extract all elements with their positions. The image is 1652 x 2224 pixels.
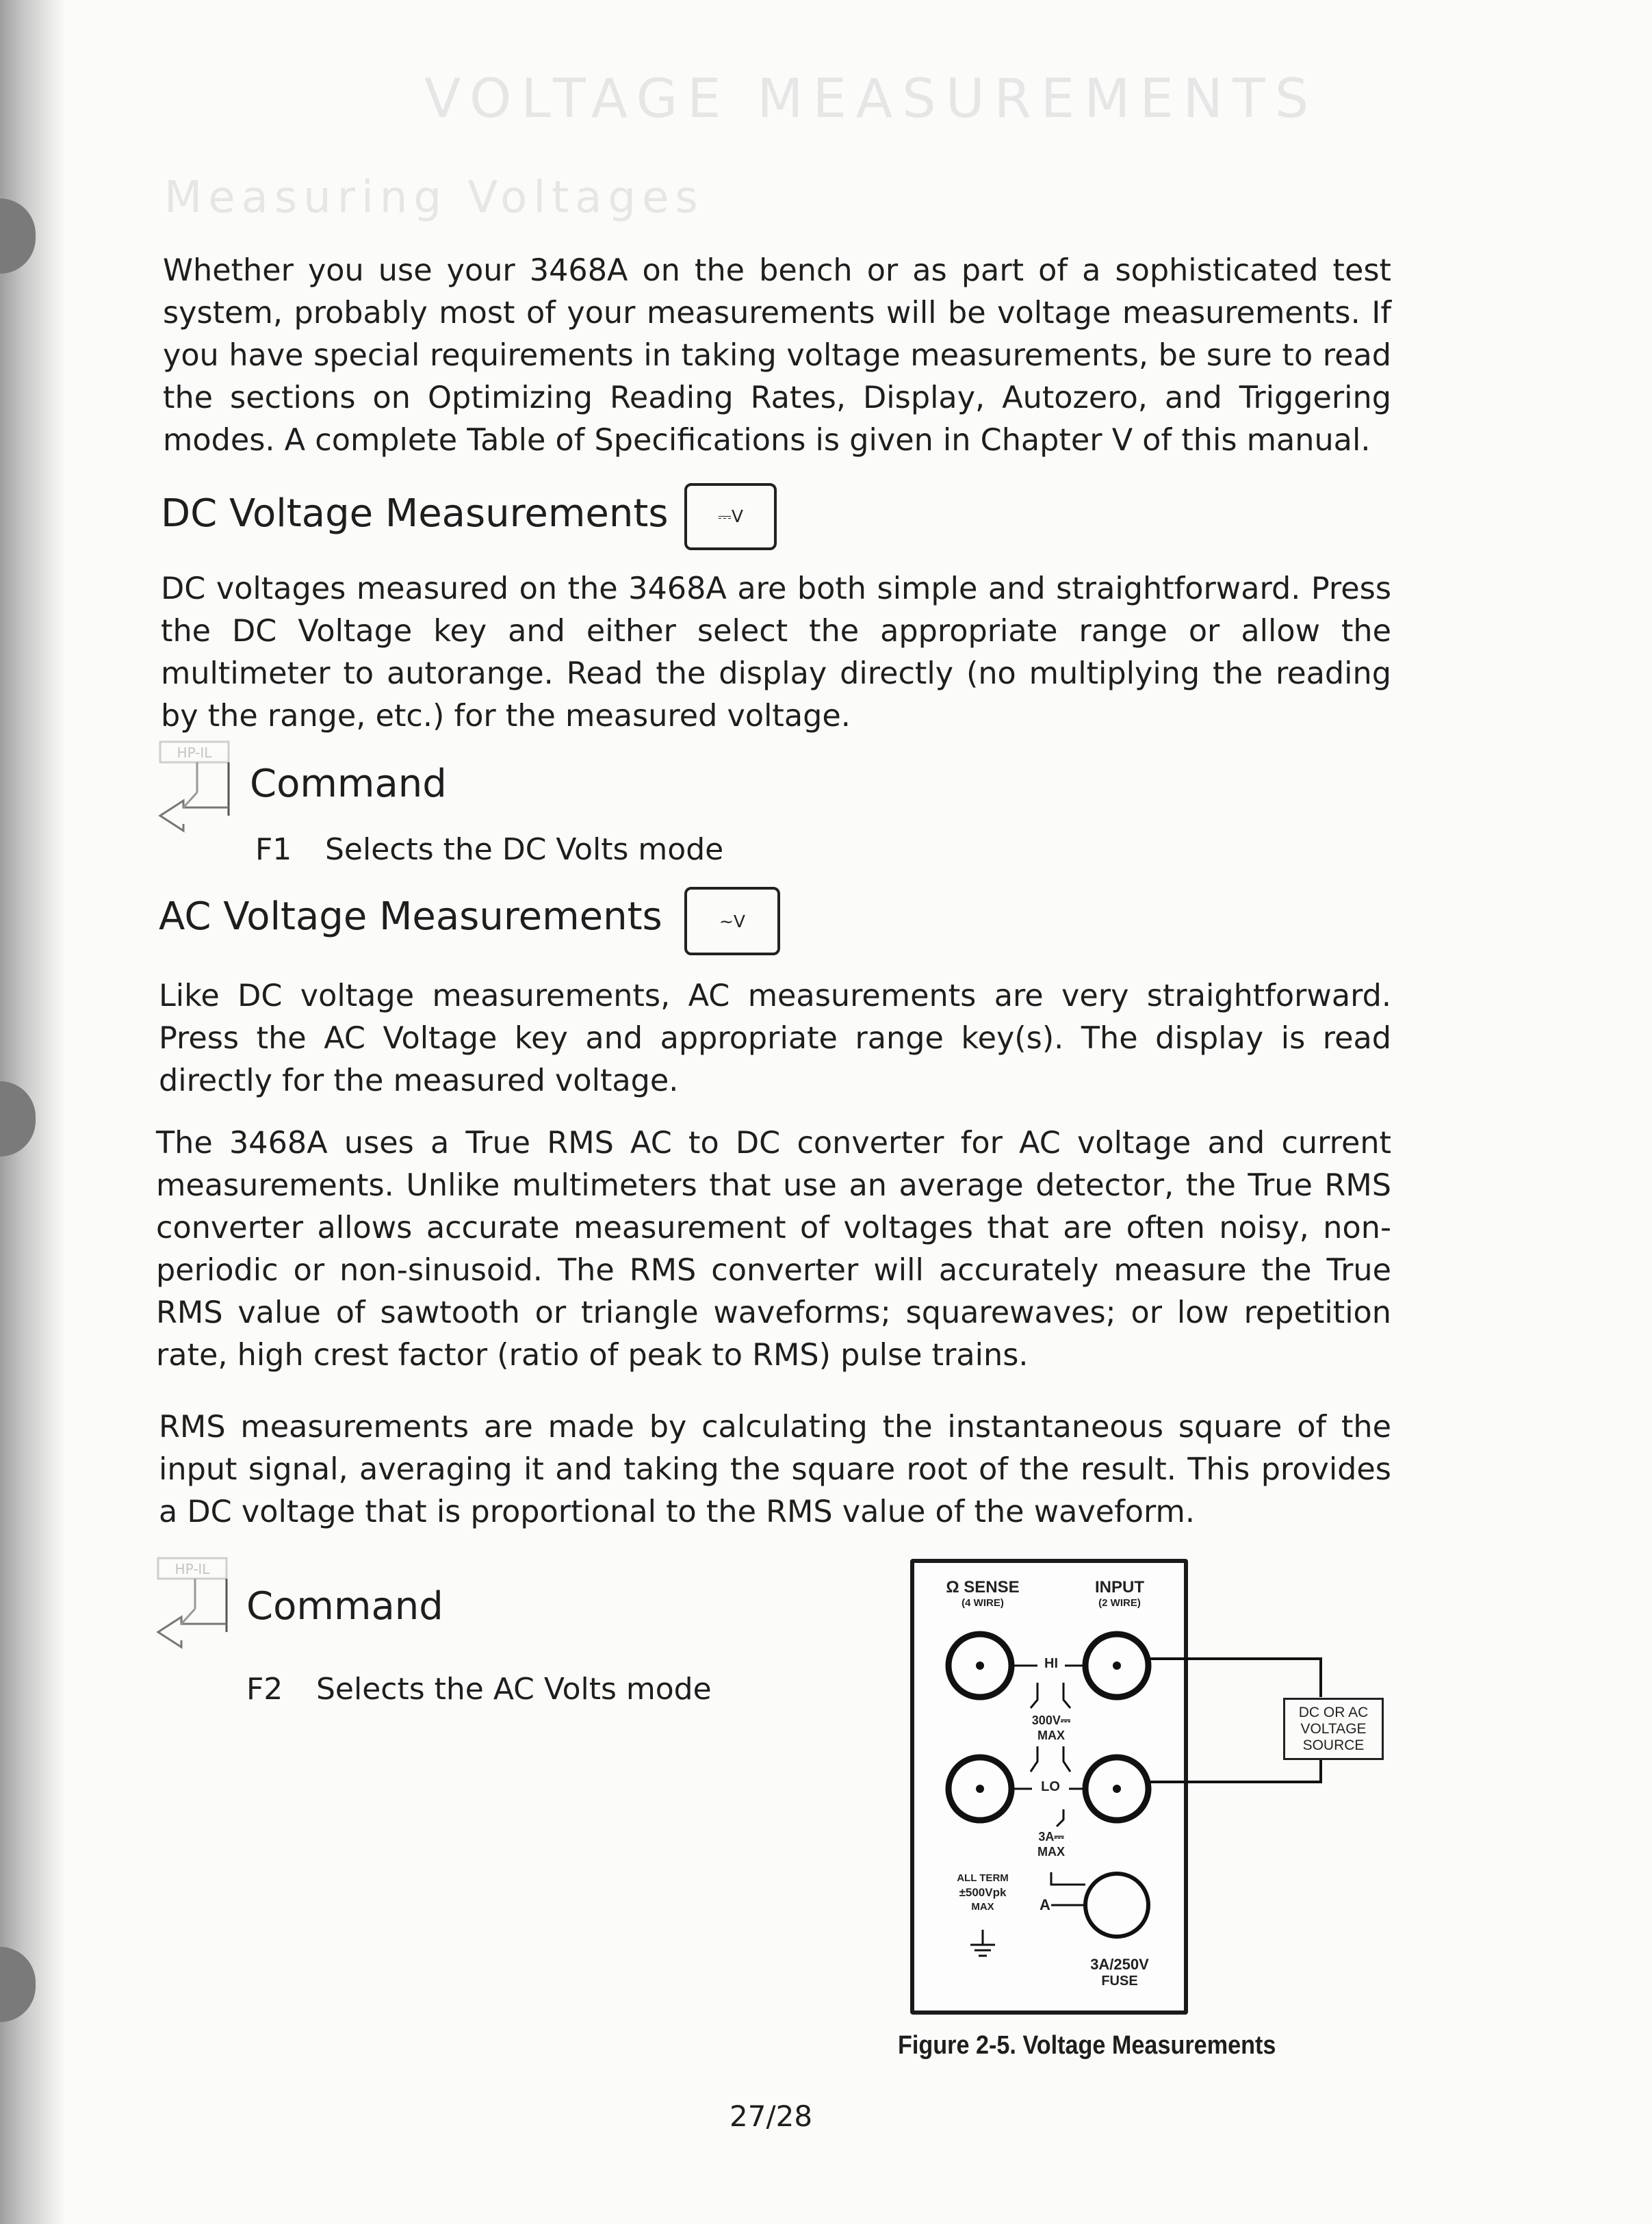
hp-il-label: HP-IL xyxy=(177,745,212,761)
fuse-rating-label: 3A/250V xyxy=(1090,1956,1149,1973)
sense-label: Ω SENSE xyxy=(946,1578,1020,1596)
lo-label: LO xyxy=(1032,1779,1069,1795)
voltage-source-box xyxy=(1283,1698,1384,1760)
dc-command-title: Command xyxy=(250,762,447,806)
ac-command-code: F2 xyxy=(246,1672,283,1707)
current-a-label: A xyxy=(1040,1896,1050,1913)
hp-il-label: HP-IL xyxy=(175,1561,210,1577)
dc-command-code: F1 xyxy=(255,832,292,867)
fuse-label: FUSE xyxy=(1101,1974,1138,1989)
max-3a-label: 3A⎓ xyxy=(1038,1830,1064,1844)
terminal-panel-figure xyxy=(910,1559,1188,2015)
dc-command-description: Selects the DC Volts mode xyxy=(325,832,724,867)
source-line-2: VOLTAGE xyxy=(1300,1720,1367,1737)
dc-volts-key-label: ⎓V xyxy=(717,506,744,526)
all-term-label: ALL TERM xyxy=(957,1872,1009,1884)
page-title: VOLTAGE MEASUREMENTS xyxy=(424,68,1319,130)
hp-il-command-icon xyxy=(154,1555,243,1650)
page-number: 27/28 xyxy=(730,2099,813,2133)
dc-paragraph: DC voltages measured on the 3468A are both simple and straightforward. Press the DC Voltage key and either select the appropriate range or allow the multimeter to autorange. Read the display directly (no multiplying the reading by the range, etc.) for the measured voltage. xyxy=(161,571,1391,734)
ac-paragraph-2: The 3468A uses a True RMS AC to DC converter for AC voltage and current measurements. Unlike multimeters that use an average detector, the True RMS converter allows accurate measurement of voltages that are often noisy, non-periodic or non-sinusoid. The RMS converter will accurately measure the True RMS value of sawtooth or triangle waveforms; squarewaves; or low repetition rate, high crest factor (ratio of peak to RMS) pulse trains. xyxy=(156,1126,1391,1373)
input-sub-label: (2 WIRE) xyxy=(1098,1597,1141,1609)
input-label: INPUT xyxy=(1095,1578,1144,1596)
ac-heading: AC Voltage Measurements xyxy=(159,894,662,939)
ac-paragraph-3: RMS measurements are made by calculating the instantaneous square of the input signal, averaging it and taking the square root of the result. This provides a DC voltage that is proportional to the RMS value of the waveform. xyxy=(159,1410,1391,1529)
figure-caption: Figure 2-5. Voltage Measurements xyxy=(898,2031,1276,2060)
ac-volts-key-label: ~V xyxy=(719,911,746,931)
source-line-3: SOURCE xyxy=(1302,1737,1365,1753)
dc-heading: DC Voltage Measurements xyxy=(161,491,669,536)
source-line-1: DC OR AC xyxy=(1298,1704,1369,1720)
current-terminal xyxy=(1085,1874,1148,1937)
ac-command-description: Selects the AC Volts mode xyxy=(316,1672,712,1707)
sense-sub-label: (4 WIRE) xyxy=(961,1597,1004,1609)
hi-label: HI xyxy=(1037,1656,1065,1672)
hp-il-command-icon xyxy=(156,739,245,833)
intro-paragraph: Whether you use your 3468A on the bench or as part of a sophisticated test system, probably most of your measurements will be voltage measurements. If you have special requirements in taking voltage measurements, be sure to read the sections on Optimizing Reading Rates, Display, Autozero, and Triggering modes. A complete Table of Specifications is given in Chapter V of this manual. xyxy=(163,253,1391,458)
ac-command-title: Command xyxy=(246,1584,443,1629)
ac-volts-key xyxy=(684,887,780,955)
section-title: Measuring Voltages xyxy=(164,172,704,223)
all-term-sub-label: MAX xyxy=(971,1901,994,1913)
dc-volts-key xyxy=(684,483,777,550)
ac-paragraph-1: Like DC voltage measurements, AC measurements are very straightforward. Press the AC Voltage key and appropriate range key(s). The display is read directly for the measured voltage. xyxy=(159,979,1391,1098)
max-3a-sub-label: MAX xyxy=(1037,1845,1065,1859)
max-300v-sub-label: MAX xyxy=(1037,1729,1065,1742)
all-term-value: ±500Vpk xyxy=(959,1886,1007,1899)
max-300v-label: 300V⎓ xyxy=(1031,1714,1071,1727)
